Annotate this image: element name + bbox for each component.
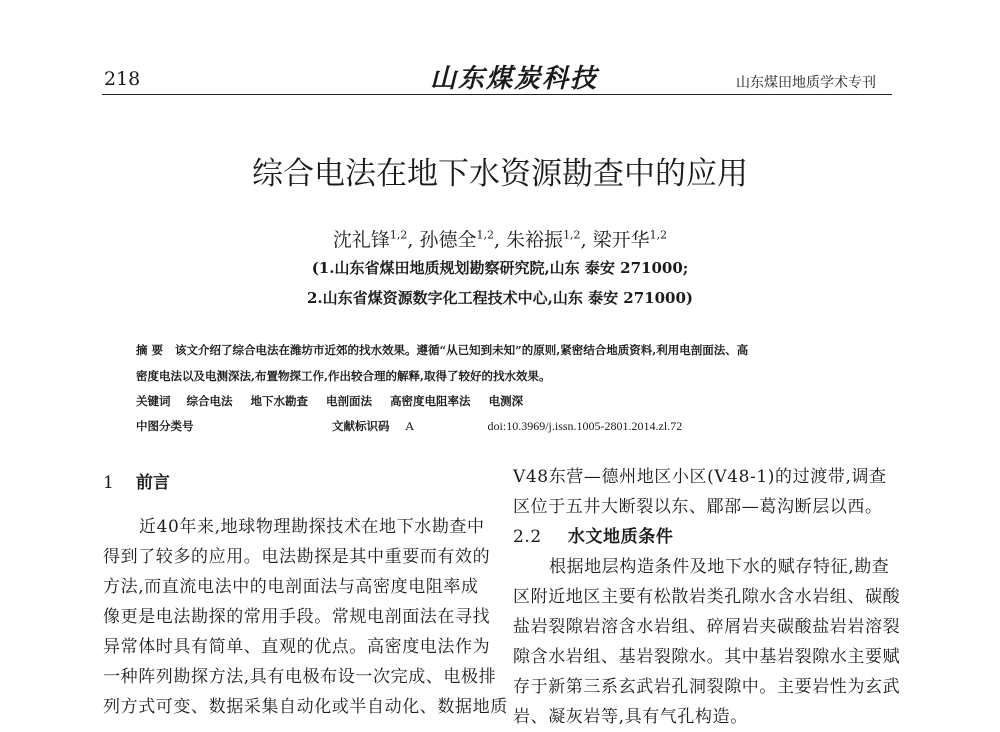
section-heading: 1 前言	[103, 473, 170, 493]
body-line: 岩、凝灰岩等,具有气孔构造。	[513, 707, 748, 727]
author-list	[0, 225, 1000, 252]
body-line: 列方式可变、数据采集自动化或半自动化、数据地质	[103, 697, 508, 717]
abstract-line: 密度电法以及电测深法,布置物探工作,作出较合理的解释,取得了较好的找水效果。	[136, 369, 551, 383]
header-rule	[102, 94, 892, 95]
clc-label: 中图分类号	[136, 419, 194, 433]
keywords	[136, 393, 537, 409]
keywords-label: 关键词	[136, 394, 171, 408]
keyword: 高密度电阻率法	[390, 394, 471, 408]
body-line: 根据地层构造条件及地下水的赋存特征,勘查	[549, 557, 890, 577]
author: 孙德全$^{1,2}$,	[419, 228, 500, 251]
body-line: 隙含水岩组、基岩裂隙水。其中基岩裂隙水主要赋	[513, 647, 901, 667]
body-line: 区位于五井大断裂以东、郿郚—葛沟断层以西。	[513, 497, 883, 517]
body-line: 异常体时具有简单、直观的优点。高密度电法作为	[103, 637, 491, 657]
left-column	[103, 468, 508, 722]
page-number: 218	[104, 68, 141, 90]
body-line: 得到了较多的应用。电法勘探是其中重要而有效的	[103, 547, 491, 567]
doc-code-label: 文献标识码	[332, 419, 390, 433]
right-column	[513, 462, 901, 732]
doc-code: A	[405, 419, 414, 433]
body-line: 近40年来,地球物理勘探技术在地下水勘查中	[139, 517, 485, 537]
affiliation: (1.山东省煤田地质规划勘察研究院,山东 泰安 271000;	[311, 259, 689, 277]
body-line: 存于新第三系玄武岩孔洞裂隙中。主要岩性为玄武	[513, 677, 901, 697]
author: 沈礼锋$^{1,2}$,	[332, 228, 414, 251]
subsection-heading: 2.2 水文地质条件	[513, 527, 674, 547]
abstract-text: 该文介绍了综合电法在潍坊市近郊的找水效果。遵循“从已知到未知”的原则,紧密结合地质资料,利用电剖面法、高	[175, 343, 749, 357]
classification	[136, 418, 682, 434]
keyword: 综合电法	[186, 394, 233, 408]
body-line: V48东营—德州地区小区(V48-1)的过渡带,调查	[513, 467, 887, 487]
journal-logo: 山东煤炭科技	[430, 64, 599, 94]
body-line: 方法,而直流电法中的电剖面法与高密度电阻率成	[103, 577, 479, 597]
affiliation: 2.山东省煤资源数字化工程技术中心,山东 泰安 271000)	[306, 289, 694, 307]
body-line: 盐岩裂隙岩溶含水岩组、碎屑岩夹碳酸盐岩岩溶裂	[513, 617, 901, 637]
paper-title: 综合电法在地下水资源勘查中的应用	[252, 156, 748, 192]
body-line: 像更是电法勘探的常用手段。常规电剖面法在寻找	[103, 607, 491, 627]
special-issue-label: 山东煤田地质学术专刊	[736, 75, 876, 91]
author: 梁开华$^{1,2}$	[592, 228, 668, 251]
abstract-line	[136, 342, 748, 358]
keyword: 电测深	[488, 394, 524, 408]
doi: doi:10.3969/j.issn.1005-2801.2014.zl.72	[487, 419, 683, 433]
abstract-label: 摘 要	[136, 343, 164, 357]
body-line: 一种阵列勘探方法,具有电极布设一次完成、电极排	[103, 667, 497, 687]
keyword: 电剖面法	[326, 394, 373, 408]
author: 朱裕振$^{1,2}$,	[506, 228, 587, 251]
body-line: 区附近地区主要有松散岩类孔隙水含水岩组、碳酸	[513, 587, 901, 607]
keyword: 地下水勘查	[250, 394, 309, 408]
